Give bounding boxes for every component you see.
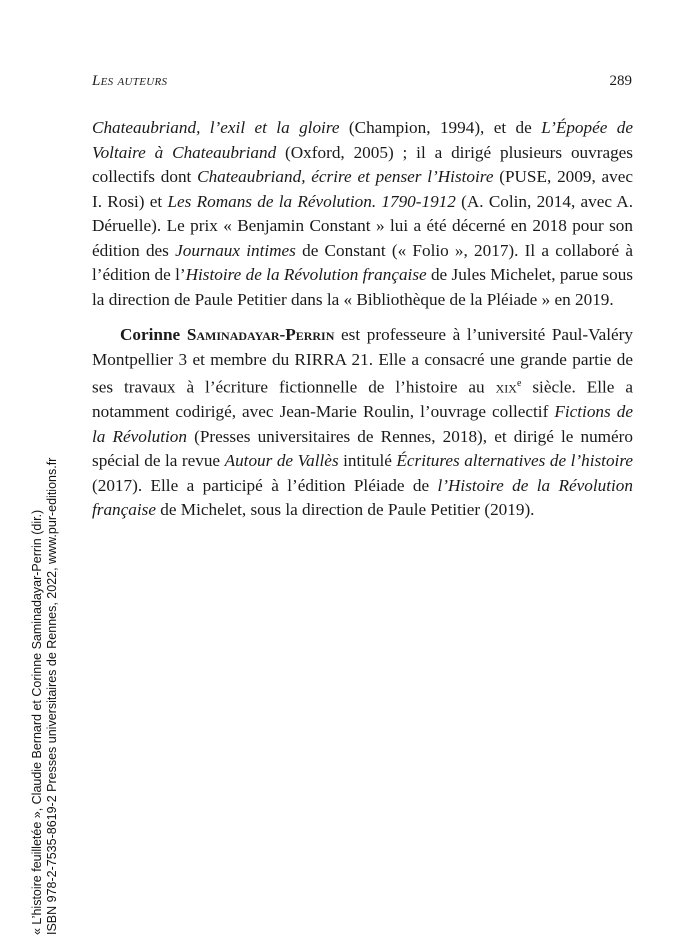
running-head bbox=[92, 70, 632, 92]
book-title: l’Histoire de la Révolution française bbox=[92, 475, 633, 520]
paragraph-author-1 bbox=[92, 116, 633, 312]
book-title: Fictions de la Révolution bbox=[92, 402, 633, 446]
page-number: 289 bbox=[609, 73, 632, 89]
book-title: Chateaubriand, l’exil et la gloire bbox=[92, 118, 340, 137]
paragraph-author-2 bbox=[92, 323, 633, 523]
journal-title: Autour de Vallès bbox=[224, 451, 339, 471]
sidebar-line-1: « L’histoire feuilletée », Claudie Bernard et Corinne Saminadayar-Perrin (dir.) bbox=[30, 509, 44, 935]
book-title: Journaux intimes bbox=[175, 240, 296, 260]
text-span: (PUSE, 2009, avec I. Rosi) et bbox=[92, 167, 633, 211]
text-span: intitulé bbox=[338, 451, 397, 471]
text-span: (Oxford, 2005) ; il a dirigé plusieurs ouvrages collectifs dont bbox=[92, 142, 633, 186]
copyright-sidebar bbox=[30, 415, 60, 935]
century-numeral: xix bbox=[495, 377, 517, 397]
text-span: (A. Colin, 2014, avec A. Déruelle). Le prix « Benjamin Constant » lui a été décerné en 2018 pour son édition des bbox=[92, 191, 634, 260]
text-span: de Jules Michelet, parue sous la direction de Paule Petitier dans la « Bibliothèque de la Pléiade » en 2019. bbox=[92, 265, 633, 309]
running-title: Les auteurs bbox=[92, 73, 168, 89]
book-title: Écritures alternatives de l’histoire bbox=[396, 451, 633, 471]
text-span: de Constant (« Folio », 2017). Il a collaboré à l’édition de l’ bbox=[92, 240, 633, 284]
text-span: (Presses universitaires de Rennes, 2018), et dirigé le numéro spécial de la revue bbox=[92, 426, 633, 471]
century-superscript: e bbox=[516, 378, 522, 389]
sidebar-line-2: ISBN 978-2-7535-8619-2 Presses universitaires de Rennes, 2022, www.pur-editions.fr bbox=[45, 457, 59, 935]
text-span: (2017). Elle a participé à l’édition Pléiade de bbox=[92, 475, 438, 495]
body-text bbox=[92, 116, 633, 523]
book-title: Histoire de la Révolution française bbox=[185, 265, 427, 284]
book-title: L’Épopée de Voltaire à Chateaubriand bbox=[92, 118, 633, 162]
text-span: siècle. Elle a notamment codirigé, avec Jean-Marie Roulin, l’ouvrage collectif bbox=[92, 377, 633, 422]
author-first-name: Corinne bbox=[120, 325, 187, 344]
book-title: Les Romans de la Révolution. 1790-1912 bbox=[167, 191, 456, 211]
text-span: de Michelet, sous la direction de Paule Petitier (2019). bbox=[155, 500, 535, 520]
text-span: est professeure à l’université Paul-Valéry Montpellier 3 et membre du RIRRA 21. Elle a consacré une grande partie de ses travaux à l’écriture fictionnelle de l’histoire au bbox=[92, 325, 633, 397]
author-last-name: Saminadayar-Perrin bbox=[186, 325, 335, 344]
text-span: (Champion, 1994), et de bbox=[339, 118, 542, 137]
book-title: Chateaubriand, écrire et penser l’Histoire bbox=[197, 167, 494, 186]
